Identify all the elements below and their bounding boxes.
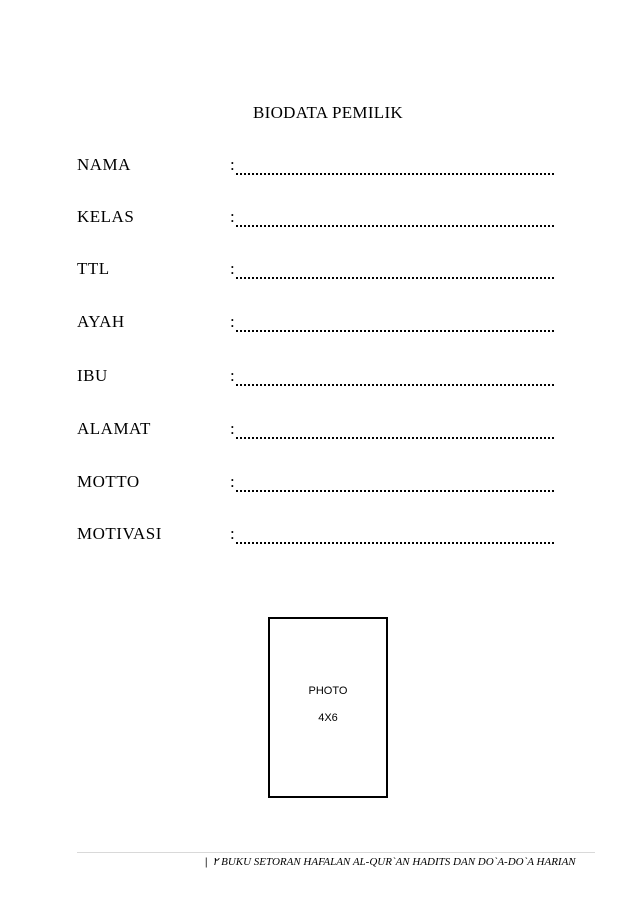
- field-colon: :: [230, 207, 235, 226]
- field-motivasi: [77, 524, 557, 548]
- footer-separator: |: [205, 856, 208, 868]
- page-footer: [205, 855, 576, 868]
- field-label-motivasi: MOTIVASI: [77, 524, 162, 543]
- field-label-ibu: IBU: [77, 366, 108, 385]
- footer-book-title: BUKU SETORAN HAFALAN AL-QUR`AN HADITS DAN DO`A-DO`A HARIAN: [221, 856, 576, 868]
- footer-divider: [77, 852, 595, 853]
- dotted-fill-line-motivasi: [236, 524, 554, 544]
- field-colon: :: [230, 419, 235, 438]
- field-alamat: [77, 419, 557, 443]
- footer-page-number: ٢: [212, 856, 219, 868]
- field-label-kelas: KELAS: [77, 207, 135, 226]
- field-label-nama: NAMA: [77, 155, 131, 174]
- field-label-ttl: TTL: [77, 259, 110, 278]
- field-colon: :: [230, 366, 235, 385]
- dotted-fill-line-kelas: [236, 207, 554, 227]
- field-label-alamat: ALAMAT: [77, 419, 151, 438]
- dotted-fill-line-motto: [236, 472, 554, 492]
- field-colon: :: [230, 312, 235, 331]
- field-colon: :: [230, 259, 235, 278]
- field-motto: [77, 472, 557, 496]
- dotted-fill-line-alamat: [236, 419, 554, 439]
- dotted-fill-line-nama: [236, 155, 554, 175]
- field-kelas: [77, 207, 557, 231]
- dotted-fill-line-ibu: [236, 366, 554, 386]
- dotted-fill-line-ayah: [236, 312, 554, 332]
- photo-label: PHOTO: [308, 685, 348, 697]
- field-ayah: [77, 312, 557, 336]
- field-ibu: [77, 366, 557, 390]
- dotted-fill-line-ttl: [236, 259, 554, 279]
- field-label-ayah: AYAH: [77, 312, 125, 331]
- field-colon: :: [230, 472, 235, 491]
- photo-size-label: 4X6: [318, 712, 338, 724]
- field-nama: [77, 155, 557, 179]
- field-ttl: [77, 259, 557, 283]
- photo-box: [268, 617, 388, 798]
- field-colon: :: [230, 155, 235, 174]
- field-label-motto: MOTTO: [77, 472, 140, 491]
- field-colon: :: [230, 524, 235, 543]
- page-title: BIODATA PEMILIK: [253, 103, 403, 122]
